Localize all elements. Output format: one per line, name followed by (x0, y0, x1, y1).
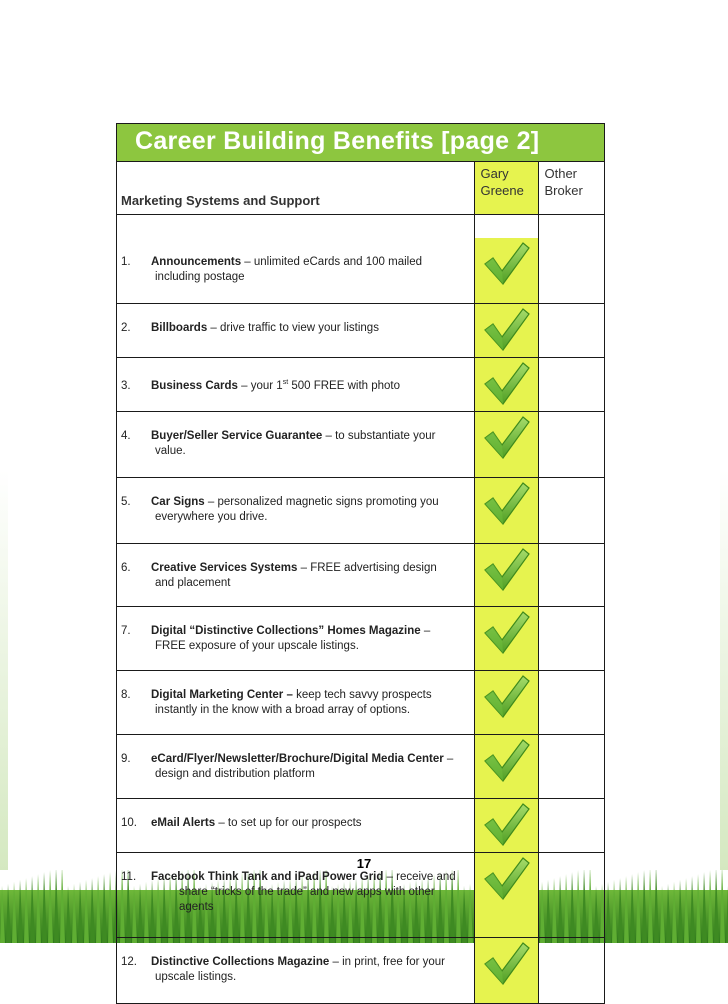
item-line3: agents (179, 901, 214, 913)
item-text: – personalized magnetic signs promoting you (204, 496, 439, 508)
other-broker-cell (538, 412, 604, 478)
item-number: 11. (121, 871, 137, 883)
item-name: Announcements (151, 256, 242, 268)
section-label: Marketing Systems and Support (117, 162, 474, 215)
item-number: 4. (121, 430, 131, 442)
item-text: – drive traffic to view your listings (207, 322, 379, 334)
item-line2: instantly in the know with a broad array of options. (155, 704, 411, 716)
item-line1 (121, 870, 468, 885)
green-checkmark-icon (483, 609, 531, 655)
item-text: – unlimited eCards and 100 mailed (241, 256, 423, 268)
item-line1 (121, 688, 468, 703)
item-line2: share “tricks of the trade” and new apps with other (179, 886, 435, 898)
column-header-other-broker (538, 162, 604, 215)
item-number: 2. (121, 322, 131, 334)
item-name: Car Signs (151, 496, 205, 508)
green-checkmark-icon (483, 801, 531, 847)
item-line1 (121, 495, 468, 510)
item-number: 1. (121, 256, 131, 268)
column-header-gary-greene (474, 162, 538, 215)
benefits-sheet (116, 123, 605, 1004)
table-row (117, 358, 604, 412)
item-line1 (121, 429, 468, 444)
page-title: Career Building Benefits [page 2] (135, 127, 540, 155)
grass-edge-left (0, 470, 8, 870)
item-name: Billboards (151, 322, 208, 334)
item-description (117, 607, 474, 671)
item-text-cont: 500 FREE with photo (288, 379, 401, 392)
item-description (117, 304, 474, 358)
spacer-row (117, 215, 604, 239)
item-text: – receive and (383, 871, 456, 883)
green-checkmark-icon (483, 240, 531, 286)
item-name: Digital Marketing Center – (151, 689, 293, 701)
item-line1 (121, 752, 468, 767)
table-row (117, 671, 604, 735)
item-line1 (121, 321, 468, 336)
green-checkmark-icon (483, 306, 531, 352)
table-row (117, 607, 604, 671)
item-description (117, 735, 474, 799)
item-line1 (121, 955, 468, 970)
item-text: – (420, 625, 431, 637)
table-row (117, 544, 604, 607)
other-line2: Broker (544, 183, 583, 198)
item-name: Business Cards (151, 379, 238, 392)
gary-greene-cell (474, 358, 538, 412)
item-description (117, 358, 474, 412)
item-number: 12. (121, 956, 137, 968)
item-text: – in print, free for your (329, 956, 445, 968)
item-text: – your 1 (237, 379, 283, 392)
gary-greene-cell (474, 304, 538, 358)
gary-greene-cell (474, 671, 538, 735)
benefits-table (117, 162, 604, 1003)
item-name: Facebook Think Tank and iPad Power Grid (151, 871, 384, 883)
other-broker-cell (538, 799, 604, 853)
gary-greene-cell (474, 799, 538, 853)
table-row (117, 238, 604, 304)
item-number: 3. (121, 379, 131, 392)
item-description (117, 938, 474, 1004)
green-checkmark-icon (483, 673, 531, 719)
item-name: Distinctive Collections Magazine (151, 956, 330, 968)
green-checkmark-icon (483, 546, 531, 592)
other-broker-cell (538, 607, 604, 671)
item-line2: upscale listings. (155, 971, 237, 983)
item-line1 (121, 624, 468, 639)
item-text: keep tech savvy prospects (292, 689, 432, 701)
table-row (117, 304, 604, 358)
item-line1 (121, 816, 468, 831)
green-checkmark-icon (483, 480, 531, 526)
green-checkmark-icon (483, 360, 531, 406)
gary-greene-cell (474, 607, 538, 671)
table-row (117, 478, 604, 544)
gary-greene-cell (474, 544, 538, 607)
table-row (117, 799, 604, 853)
item-text: – to set up for our prospects (215, 817, 362, 829)
item-name: Creative Services Systems (151, 562, 298, 574)
item-number: 10. (121, 817, 137, 829)
item-description (117, 544, 474, 607)
page-number: 17 (356, 856, 372, 871)
item-number: 5. (121, 496, 131, 508)
item-number: 9. (121, 753, 131, 765)
table-row (117, 938, 604, 1004)
other-line1: Other (544, 166, 578, 181)
other-broker-cell (538, 478, 604, 544)
other-broker-cell (538, 358, 604, 412)
item-line2: design and distribution platform (155, 768, 315, 780)
gary-greene-cell (474, 478, 538, 544)
table-row (117, 412, 604, 478)
gary-line1: Gary (480, 166, 509, 181)
item-description (117, 671, 474, 735)
item-line2: value. (155, 445, 186, 457)
item-name: eMail Alerts (151, 817, 216, 829)
item-name: Buyer/Seller Service Guarantee (151, 430, 323, 442)
item-text: – to substantiate your (322, 430, 436, 442)
other-broker-cell (538, 671, 604, 735)
other-broker-cell (538, 238, 604, 304)
table-header-row (117, 162, 604, 215)
item-line2: FREE exposure of your upscale listings. (155, 640, 359, 652)
gary-greene-cell (474, 938, 538, 1004)
item-number: 8. (121, 689, 131, 701)
table-row (117, 735, 604, 799)
item-line1 (121, 375, 468, 394)
item-line2: and placement (155, 577, 231, 589)
title-bar (117, 124, 604, 162)
item-text: – (443, 753, 454, 765)
item-number: 7. (121, 625, 131, 637)
grass-edge-right (720, 470, 728, 870)
green-checkmark-icon (483, 940, 531, 986)
item-line2: including postage (155, 271, 245, 283)
item-number: 6. (121, 562, 131, 574)
other-broker-cell (538, 735, 604, 799)
green-checkmark-icon (483, 414, 531, 460)
gary-greene-cell (474, 238, 538, 304)
item-description (117, 478, 474, 544)
item-name: eCard/Flyer/Newsletter/Brochure/Digital Media Center (151, 753, 444, 765)
item-name: Digital “Distinctive Collections” Homes Magazine (151, 625, 421, 637)
item-description (117, 238, 474, 304)
gary-line2: Greene (480, 183, 524, 198)
gary-greene-cell (474, 412, 538, 478)
other-broker-cell (538, 544, 604, 607)
item-description (117, 412, 474, 478)
item-text: – FREE advertising design (297, 562, 437, 574)
item-line2: everywhere you drive. (155, 511, 268, 523)
green-checkmark-icon (483, 737, 531, 783)
other-broker-cell (538, 938, 604, 1004)
item-line1 (121, 255, 468, 270)
gary-greene-cell (474, 735, 538, 799)
item-description (117, 799, 474, 853)
item-line1 (121, 561, 468, 576)
item-sup: st (282, 379, 289, 386)
other-broker-cell (538, 304, 604, 358)
